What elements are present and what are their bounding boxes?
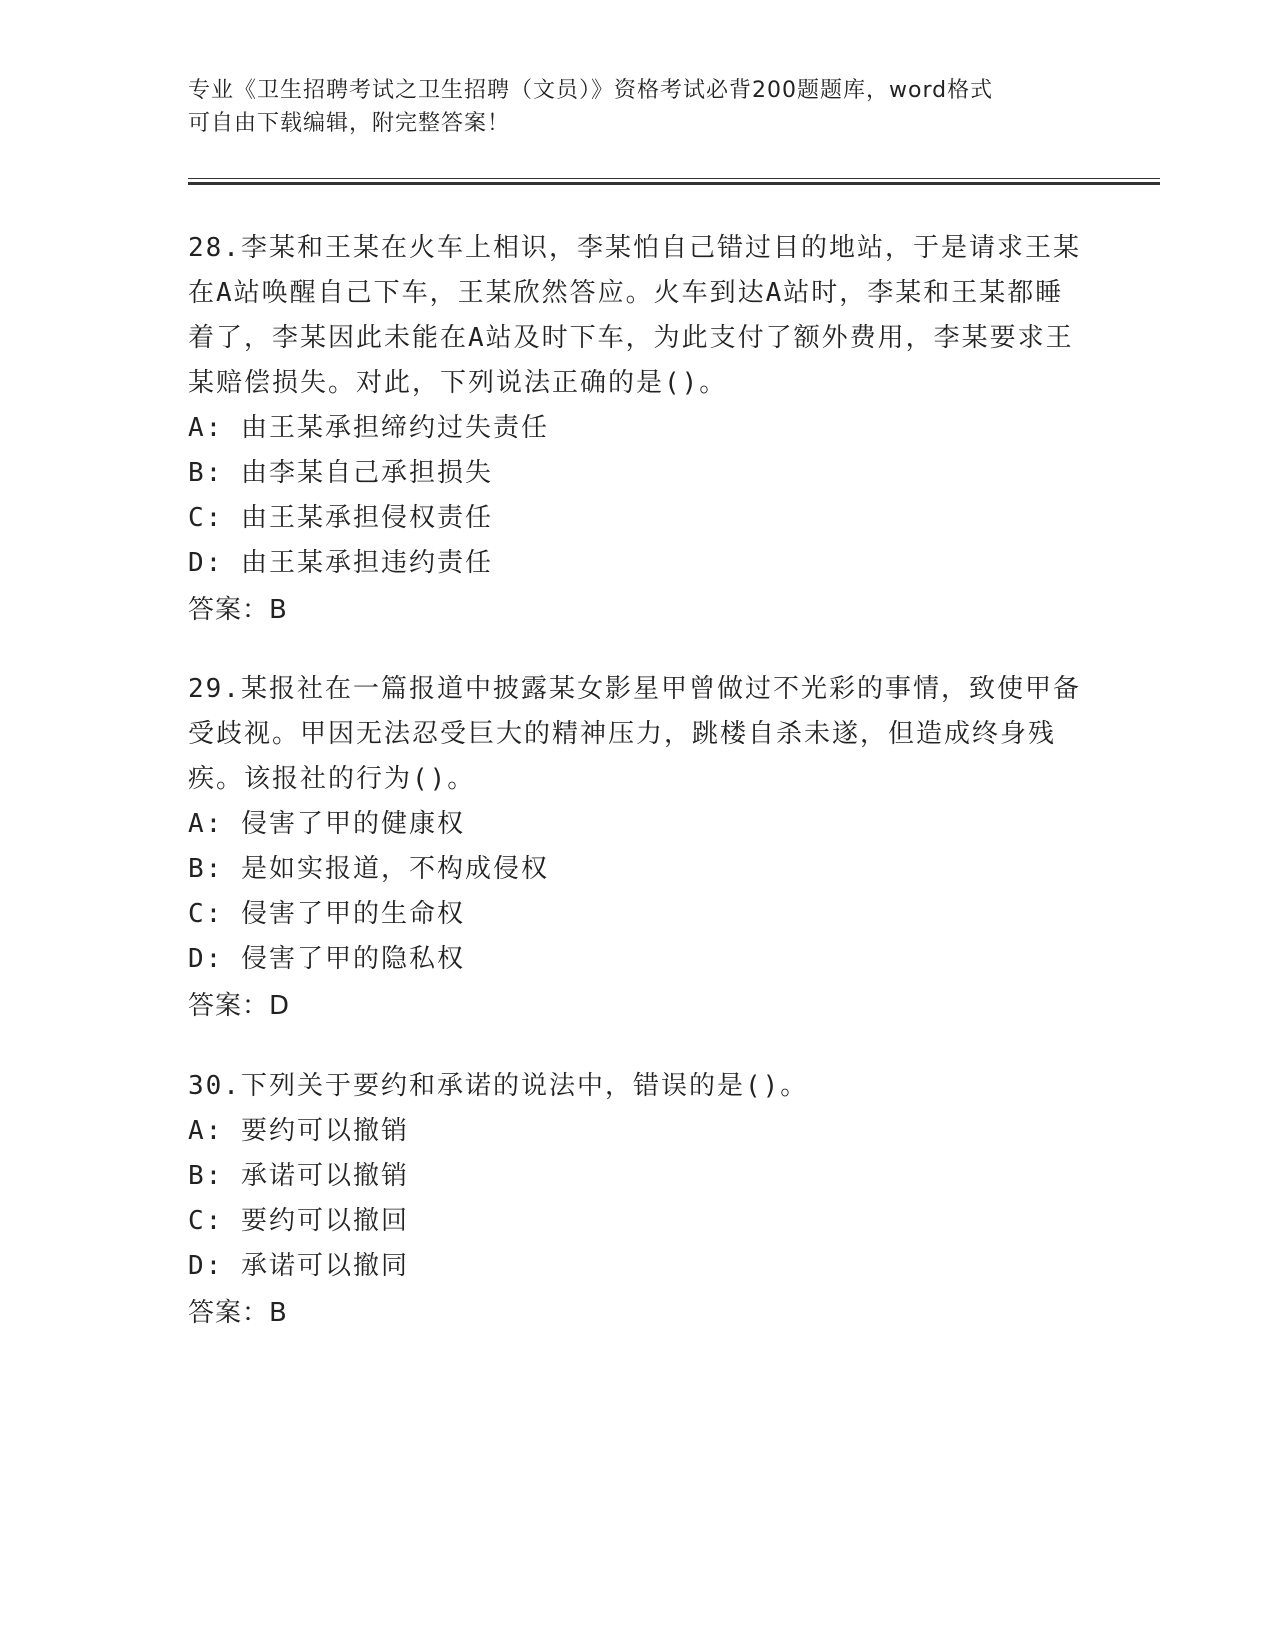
question-29 bbox=[188, 667, 1088, 1030]
question-stem: 29.某报社在一篇报道中披露某女影星甲曾做过不光彩的事情，致使甲备受歧视。甲因无法忍受巨大的精神压力，跳楼自杀未遂，但造成终身残疾。该报社的行为()。 bbox=[188, 674, 1081, 794]
option-b: B: 由李某自己承担损失 bbox=[188, 458, 493, 488]
option-c: C: 要约可以撤回 bbox=[188, 1206, 409, 1236]
header-line-2: 可自由下载编辑，附完整答案！ bbox=[188, 111, 511, 136]
option-a: A: 侵害了甲的健康权 bbox=[188, 809, 465, 839]
question-stem: 28.李某和王某在火车上相识，李某怕自己错过目的地站，于是请求王某在A站唤醒自己下车，王某欣然答应。火车到达A站时，李某和王某都睡着了，李某因此未能在A站及时下车，为此支付了额外费用，李某要求王某赔偿损失。对此，下列说法正确的是()。 bbox=[188, 233, 1081, 398]
question-28 bbox=[188, 226, 1088, 634]
option-d: D: 承诺可以撤同 bbox=[188, 1251, 409, 1281]
question-stem: 30.下列关于要约和承诺的说法中，错误的是()。 bbox=[188, 1071, 809, 1101]
option-b: B: 承诺可以撤销 bbox=[188, 1161, 409, 1191]
answer: 答案：D bbox=[188, 991, 291, 1021]
header-divider-thin bbox=[188, 178, 1160, 179]
header-line-1: 专业《卫生招聘考试之卫生招聘（文员）》资格考试必背200题题库，word格式 bbox=[188, 78, 994, 103]
answer: 答案：B bbox=[188, 595, 288, 625]
answer: 答案：B bbox=[188, 1298, 288, 1328]
option-d: D: 侵害了甲的隐私权 bbox=[188, 944, 465, 974]
option-c: C: 侵害了甲的生命权 bbox=[188, 899, 465, 929]
option-a: A: 由王某承担缔约过失责任 bbox=[188, 413, 549, 443]
option-b: B: 是如实报道，不构成侵权 bbox=[188, 854, 549, 884]
document-header bbox=[188, 74, 1088, 140]
option-c: C: 由王某承担侵权责任 bbox=[188, 503, 493, 533]
option-a: A: 要约可以撤销 bbox=[188, 1116, 409, 1146]
header-divider-thick bbox=[188, 182, 1160, 185]
question-30 bbox=[188, 1064, 1088, 1337]
option-d: D: 由王某承担违约责任 bbox=[188, 548, 493, 578]
